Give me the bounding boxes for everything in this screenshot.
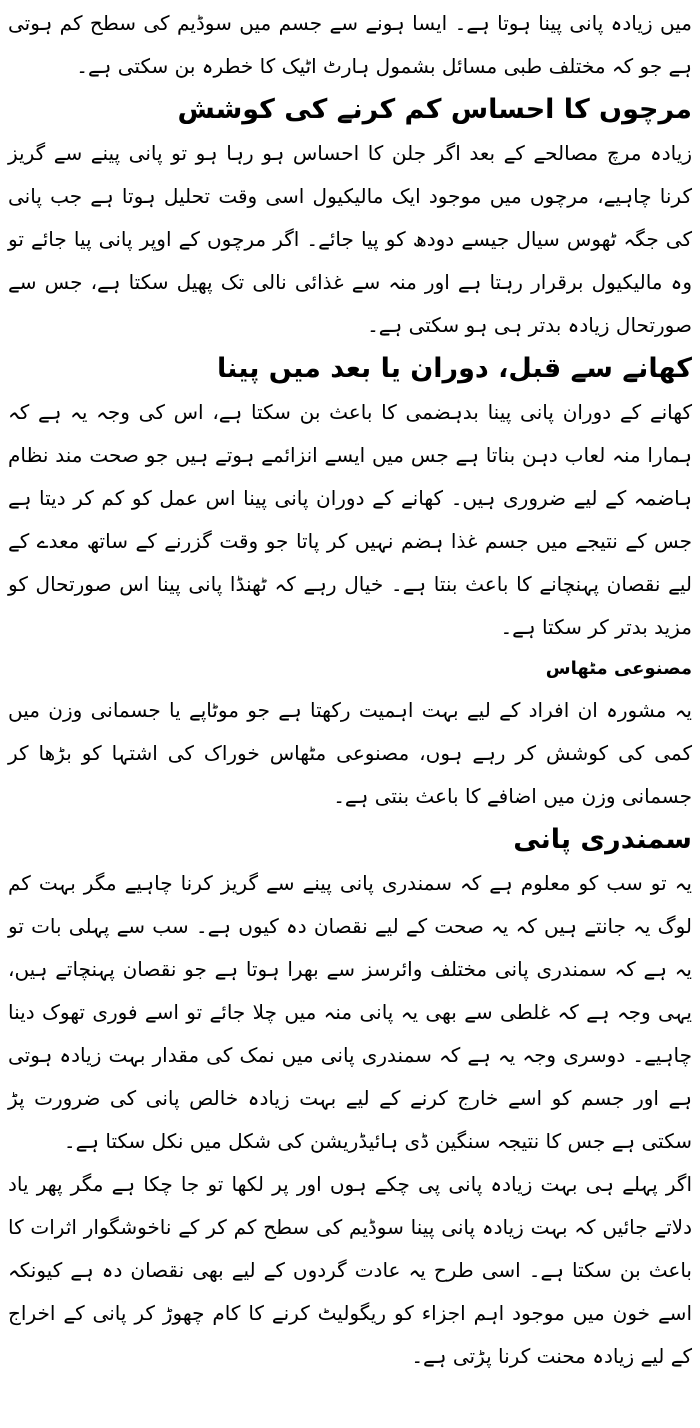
paragraph-artificial-sweetener: یہ مشورہ ان افراد کے لیے بہت اہمیت رکھتا ہے جو موٹاپے یا جسمانی وزن میں کمی کی کوشش کر رہے ہوں، مصنوعی مٹھاس خوراک کی اشتہا کو بڑھا کر جسمانی وزن میں اضافے کا باعث بنتی ہے۔ bbox=[8, 698, 692, 808]
heading-artificial-sweetener: مصنوعی مٹھاس bbox=[545, 658, 692, 679]
heading-meal-timing: کھانے سے قبل، دوران یا بعد میں پینا bbox=[217, 353, 692, 384]
paragraph-sea-water: یہ تو سب کو معلوم ہے کہ سمندری پانی پینے سے گریز کرنا چاہیے مگر بہت کم لوگ یہ جانتے ہیں کہ یہ صحت کے لیے نقصان دہ کیوں ہے۔ سب سے پہلی بات تو یہ ہے کہ سمندری پانی مختلف وائرسز سے بھرا ہوتا ہے جو نقصان پہنچاتے ہیں، یہی وجہ ہے کہ غلطی سے بھی یہ پانی منہ میں چلا جائے تو اسے فوری تھوک دینا چاہیے۔ دوسری وجہ یہ ہے کہ سمندری پانی میں نمک کی مقدار بہت زیادہ ہوتی ہے اور جسم کو اسے خارج کرنے کے لیے بہت زیادہ خالص پانی کی ضرورت پڑ سکتی ہے جس کا نتیجہ سنگین ڈی ہائیڈریشن کی شکل میں نکل سکتا ہے۔ bbox=[8, 871, 692, 1153]
heading-sea-water: سمندری پانی bbox=[513, 824, 692, 855]
paragraph-sodium-warning: میں زیادہ پانی پینا ہوتا ہے۔ ایسا ہونے سے جسم میں سوڈیم کی سطح کم ہوتی ہے جو کہ مختلف طبی مسائل بشمول ہارٹ اٹیک کا خطرہ بن سکتی ہے۔ bbox=[8, 11, 692, 78]
paragraph-meal-timing: کھانے کے دوران پانی پینا بدہضمی کا باعث بن سکتا ہے، اس کی وجہ یہ ہے کہ ہمارا منہ لعاب دہن بناتا ہے جس میں ایسے انزائمے ہوتے ہیں جو صحت مند نظام ہاضمہ کے لیے ضروری ہیں۔ کھانے کے دوران پانی پینا اس عمل کو کم کر دیتا ہے جس کے نتیجے میں جسم غذا ہضم نہیں کر پاتا جو وقت گزرنے کے ساتھ معدے کے لیے نقصان پہنچانے کا باعث بنتا ہے۔ خیال رہے کہ ٹھنڈا پانی پینا اس صورتحال کو مزید بدتر کر سکتا ہے۔ bbox=[8, 400, 692, 639]
heading-chili-burn: مرچوں کا احساس کم کرنے کی کوشش bbox=[177, 94, 692, 125]
paragraph-chili-burn: زیادہ مرچ مصالحے کے بعد اگر جلن کا احساس ہو رہا ہو تو پانی پینے سے گریز کرنا چاہیے، مرچوں میں موجود ایک مالیکیول اسی وقت تحلیل ہوتا ہے جب پانی کی جگہ ٹھوس سیال جیسے دودھ کو پیا جائے۔ اگر مرچوں کے اوپر پانی پیا جائے تو وہ مالیکیول برقرار رہتا ہے اور منہ سے غذائی نالی تک پھیل سکتا ہے، جس سے صورتحال زیادہ بدتر ہی ہو سکتی ہے۔ bbox=[8, 141, 692, 337]
paragraph-excess-water: اگر پہلے ہی بہت زیادہ پانی پی چکے ہوں اور پر لکھا تو جا چکا ہے مگر پھر یاد دلاتے جائیں کہ بہت زیادہ پانی پینا سوڈیم کی سطح کم کر کے ناخوشگوار اثرات کا باعث بن سکتا ہے۔ اسی طرح یہ عادت گردوں کے لیے بھی نقصان دہ ہے کیونکہ اسے خون میں موجود اہم اجزاء کو ریگولیٹ کرنے کا کام چھوڑ کر پانی کے اخراج کے لیے زیادہ محنت کرنا پڑتی ہے۔ bbox=[8, 1172, 692, 1368]
